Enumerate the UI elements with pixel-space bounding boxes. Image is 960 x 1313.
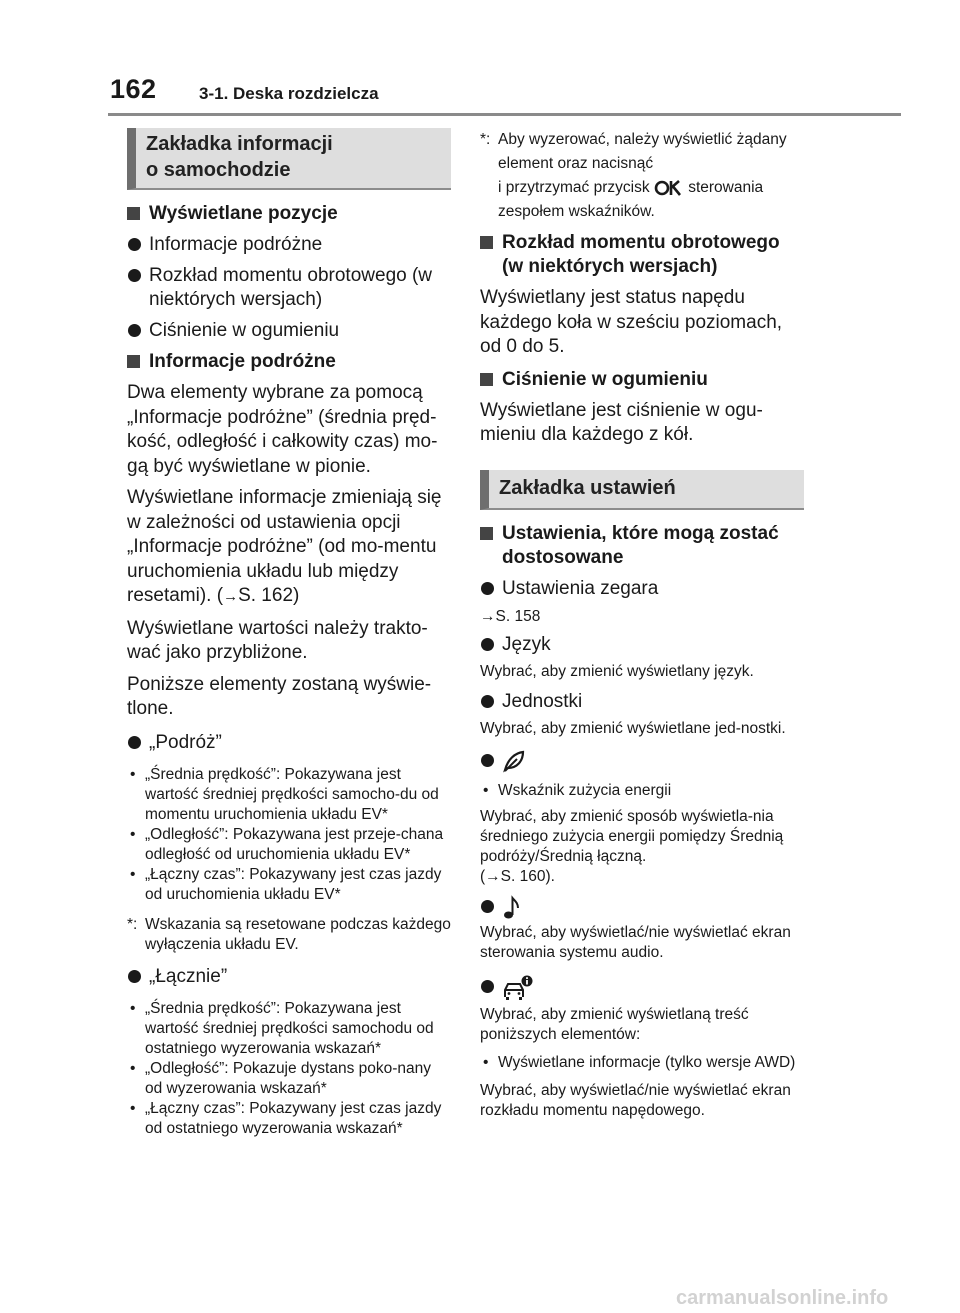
header-rule [108,113,901,116]
tab-heading-line-1: Zakładka informacji [146,133,333,155]
square-bullet-icon [480,236,493,249]
arrow-icon: → [485,867,501,885]
heading-text: Wyświetlane pozycje [149,203,338,224]
page-reference-text: S. 158 [495,607,541,625]
list-item-text: Rozkład momentu obrotowego (w niektórych wersjach) [149,265,433,310]
settings-tab-heading [480,470,804,510]
audio-item [480,895,804,921]
page-reference [480,607,804,627]
bullet-text: „Odległość”: Pokazuje dystans poko-nany od wyzerowania wskazań* [145,1059,432,1097]
list-item [127,264,451,312]
bullet-text: „Średnia prędkość”: Pokazywana jest wartość średniej prędkości samocho-du od momentu uruchomienia układu EV* [145,765,439,823]
page-header [0,0,960,120]
page-reference-text: ( [480,867,486,885]
arrow-icon: → [223,588,239,605]
heading-text: Ustawienia, które mogą zostać dostosowane [502,522,779,568]
paragraph: Wyświetlane wartości należy trakto-wać jako przybliżone. [127,617,428,663]
right-column [480,128,804,1121]
paragraph: Poniższe elementy zostaną wyświe-tlone. [127,673,432,719]
heading-text: Rozkład momentu obrotowego (w niektórych wersjach) [502,232,780,277]
vehicle-info-tab-heading [127,128,451,190]
bullet-text: Wskaźnik zużycia energii [498,781,672,799]
tire-pressure-heading [480,368,804,392]
eco-leaf-icon [502,749,526,773]
tab-heading-line-2: o samochodzie [146,159,291,181]
footnote [127,915,451,955]
round-bullet-icon [128,269,141,282]
round-bullet-icon [481,582,494,595]
bullet-text: Wyświetlane informacje (tylko wersje AWD) [498,1053,796,1071]
trip-info-heading [127,350,451,374]
eco-item [480,749,804,775]
page-reference: S. 162) [238,585,300,606]
bullet-item: • Wskaźnik zużycia energii [483,781,672,799]
arrow-icon: → [480,607,496,625]
list-item [127,233,451,257]
bullet-item: • „Średnia prędkość”: Pokazywana jest wartość średniej prędkości samocho-du od momentu uruchomienia układu EV* [130,765,439,823]
units-item [480,690,804,714]
clock-settings-item [480,577,804,601]
bullet-item: • „Średnia prędkość”: Pokazywana jest wartość średniej prędkości samochodu od ostatniego wyzerowania wskazań* [130,999,434,1057]
subheading-text: „Łącznie” [149,965,228,987]
list-item [127,319,451,343]
bullet-item: • „Odległość”: Pokazywana jest przeje-chana odległość od uruchomienia układu EV* [130,825,444,863]
bullet-text: „Łączny czas”: Pokazywany jest czas jazdy od ostatniego wyzerowania wskazań* [145,1099,442,1137]
description: Wybrać, aby wyświetlać/nie wyświetlać ekran sterowania systemu audio. [480,923,791,961]
subheading-text: „Podróż” [149,731,222,753]
bullet-text: „Odległość”: Pokazywana jest przeje-chana odległość od uruchomienia układu EV* [145,825,444,863]
round-bullet-icon [481,900,494,913]
page-reference [480,867,804,887]
footnote-text: zespołem wskaźników. [498,203,655,220]
footnote-mark: *: [480,131,491,148]
displayed-items-heading [127,202,451,226]
description: Wybrać, aby zmienić wyświetlane jed-nostki. [480,719,786,737]
reset-footnote [480,128,804,224]
footnote-text: i przytrzymać przycisk [498,179,650,196]
round-bullet-icon [481,754,494,767]
round-bullet-icon [128,736,141,749]
vehicle-info-icon [502,975,534,1001]
bullet-item: • „Łączny czas”: Pokazywany jest czas jazdy od ostatniego wyzerowania wskazań* [130,1099,442,1137]
paragraph: Wyświetlane jest ciśnienie w ogu-mieniu dla każdego z kół. [480,399,763,445]
total-subheading [127,965,451,989]
description: Wybrać, aby zmienić wyświetlany język. [480,662,754,680]
section-title: 3-1. Deska rozdzielcza [199,84,379,103]
page-reference-text: S. 160). [500,867,555,885]
paragraph-text: Wyświetlane informacje zmieniają się w zależności od ustawienia opcji „Informacje podróżne” (od mo-mentu uruchomienia układu lub między resetami). ( [127,487,442,606]
language-item [480,633,804,657]
tab-heading-text: Zakładka ustawień [499,476,676,499]
round-bullet-icon [481,638,494,651]
list-item-text: Ustawienia zegara [502,577,659,599]
paragraph: Dwa elementy wybrane za pomocą „Informacje podróżne” (średnia pręd-kość, odległość i całkowity czas) mo-gą być wyświetlane w pionie. [127,382,438,477]
heading-text: Informacje podróżne [149,351,336,372]
description: Wybrać, aby wyświetlać/nie wyświetlać ekran rozkładu momentu napędowego. [480,1081,791,1119]
heading-text: Ciśnienie w ogumieniu [502,368,708,390]
footnote-text: Wskazania są resetowane podczas każdego wyłączenia układu EV. [145,915,451,953]
paragraph: Wyświetlany jest status napędu każdego koła w sześciu poziomach, od 0 do 5. [480,287,783,357]
footnote-text: Aby wyzerować, należy wyświetlić żądany element oraz nacisnąć [498,131,787,172]
square-bullet-icon [127,207,140,220]
paragraph [127,486,451,610]
list-item-text: Informacje podróżne [149,234,323,255]
square-bullet-icon [480,527,493,540]
list-item-text: Język [502,633,551,655]
bullet-text: „Łączny czas”: Pokazywany jest czas jazdy od uruchomienia układu EV* [145,865,442,903]
bullet-text: „Średnia prędkość”: Pokazywana jest wartość średniej prędkości samochodu od ostatniego wyzerowania wskazań* [145,999,434,1057]
description: Wybrać, aby zmienić wyświetlaną treść poniższych elementów: [480,1005,749,1043]
footnote-text: sterowania [688,179,764,196]
round-bullet-icon [481,980,494,993]
torque-heading [480,231,804,279]
bullet-item: • „Odległość”: Pokazuje dystans poko-nany od wyzerowania wskazań* [130,1059,432,1097]
bullet-item: • Wyświetlane informacje (tylko wersje AWD) [483,1053,796,1071]
round-bullet-icon [481,695,494,708]
list-item-text: Ciśnienie w ogumieniu [149,320,340,341]
trip-subheading [127,731,451,755]
round-bullet-icon [128,238,141,251]
watermark: carmanualsonline.info [676,1287,889,1309]
bullet-item: • „Łączny czas”: Pokazywany jest czas jazdy od uruchomienia układu EV* [130,865,442,903]
square-bullet-icon [480,373,493,386]
page-number: 162 [110,74,157,104]
ok-button-icon [654,179,684,197]
round-bullet-icon [128,970,141,983]
description: Wybrać, aby zmienić sposób wyświetla-nia średniego zużycia energii pomiędzy Średnią podróży/Średnią łączną. [480,807,784,865]
settings-heading [480,522,804,570]
square-bullet-icon [127,355,140,368]
round-bullet-icon [128,324,141,337]
footnote-mark: *: [127,915,138,933]
audio-note-icon [502,895,522,921]
left-column [127,128,451,1139]
list-item-text: Jednostki [502,690,583,712]
vehicle-info-item [480,975,804,1001]
